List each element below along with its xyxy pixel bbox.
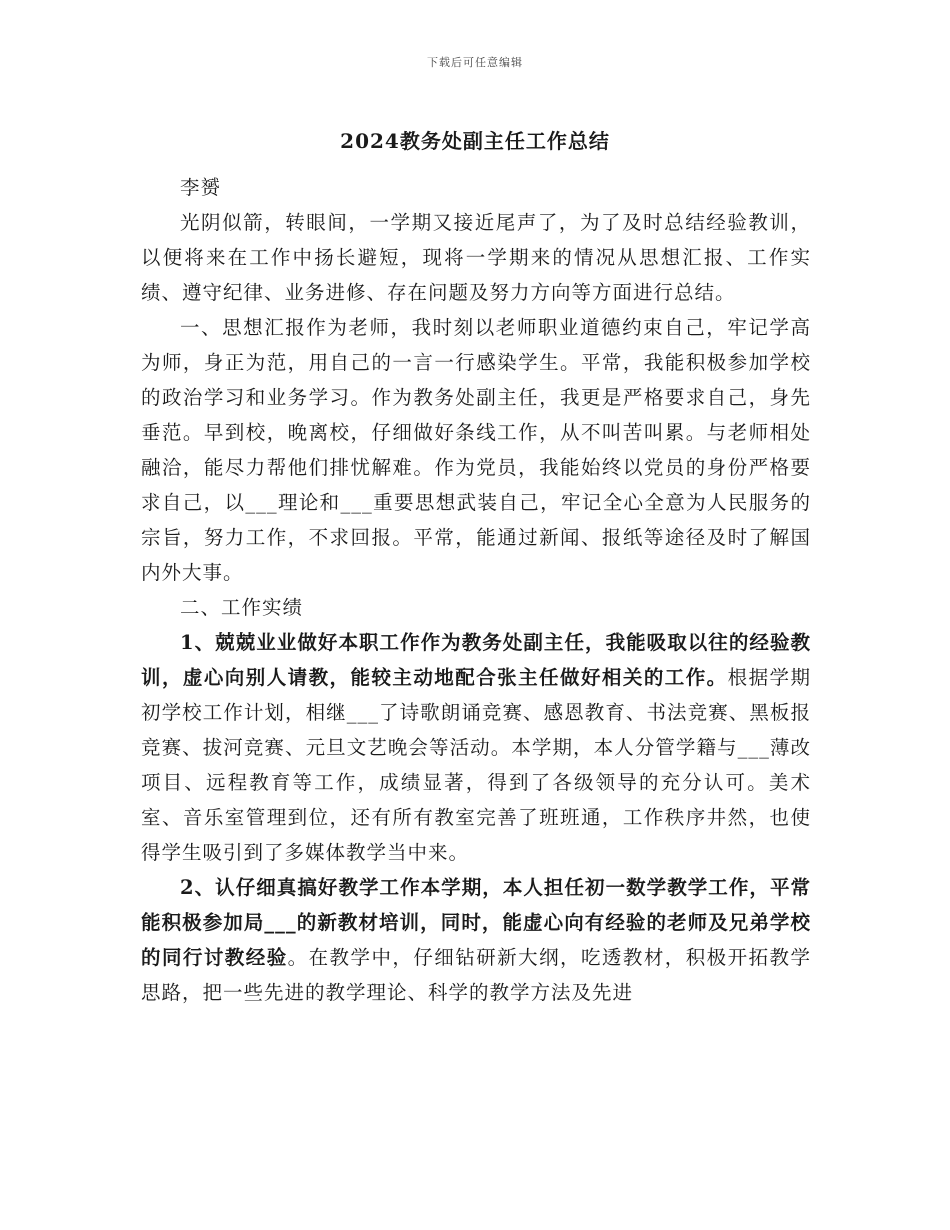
author-line: 李赟 xyxy=(180,176,222,199)
document-title: 2024教务处副主任工作总结 xyxy=(340,129,610,153)
item-1-bold-text: 1、兢兢业业做好本职工作作为教务处副主任，我能吸取以往的经验教训，虚心向别人请教，能较主动地配合张主任做好相关的工作。 xyxy=(141,631,811,689)
section-2-heading: 二、工作实绩 xyxy=(180,596,304,619)
document-body xyxy=(141,170,811,1010)
item-1-text: 根据学期初学校工作计划，相继___了诗歌朗诵竞赛、感恩教育、书法竞赛、黑板报竞赛、拔河竞赛、元旦文艺晚会等活动。本学期，本人分管学籍与___薄改项目、远程教育等工作，成绩显著，得到了各级领导的充分认可。美术室、音乐室管理到位，还有所有教室完善了班班通，工作秩序井然，也使得学生吸引到了多媒体教学当中来。 xyxy=(141,666,811,864)
item-2-paragraph xyxy=(141,870,811,1010)
header-note: 下载后可任意编辑 xyxy=(427,56,523,69)
item-2-text: 。在教学中，仔细钻研新大纲，吃透教材，积极开拓教学思路，把一些先进的教学理论、科学的教学方法及先进 xyxy=(141,946,811,1004)
section-1-paragraph: 一、思想汇报作为老师，我时刻以老师职业道德约束自己，牢记学高为师，身正为范，用自己的一言一行感染学生。平常，我能积极参加学校的政治学习和业务学习。作为教务处副主任，我更是严格要求自己，身先垂范。早到校，晚离校，仔细做好条线工作，从不叫苦叫累。与老师相处融洽，能尽力帮他们排忧解难。作为党员，我能始终以党员的身份严格要求自己，以___理论和___重要思想武装自己，牢记全心全意为人民服务的宗旨，努力工作，不求回报。平常，能通过新闻、报纸等途径及时了解国内外大事。 xyxy=(141,316,811,584)
intro-paragraph: 光阴似箭，转眼间，一学期又接近尾声了，为了及时总结经验教训，以便将来在工作中扬长避短，现将一学期来的情况从思想汇报、工作实绩、遵守纪律、业务进修、存在问题及努力方向等方面进行总结。 xyxy=(141,211,811,304)
item-2-bold-text: 2、认仔细真搞好教学工作本学期，本人担任初一数学教学工作，平常能积极参加局___的新教材培训，同时，能虚心向有经验的老师及兄弟学校的同行讨教经验 xyxy=(141,876,811,969)
item-1-paragraph xyxy=(141,625,811,870)
